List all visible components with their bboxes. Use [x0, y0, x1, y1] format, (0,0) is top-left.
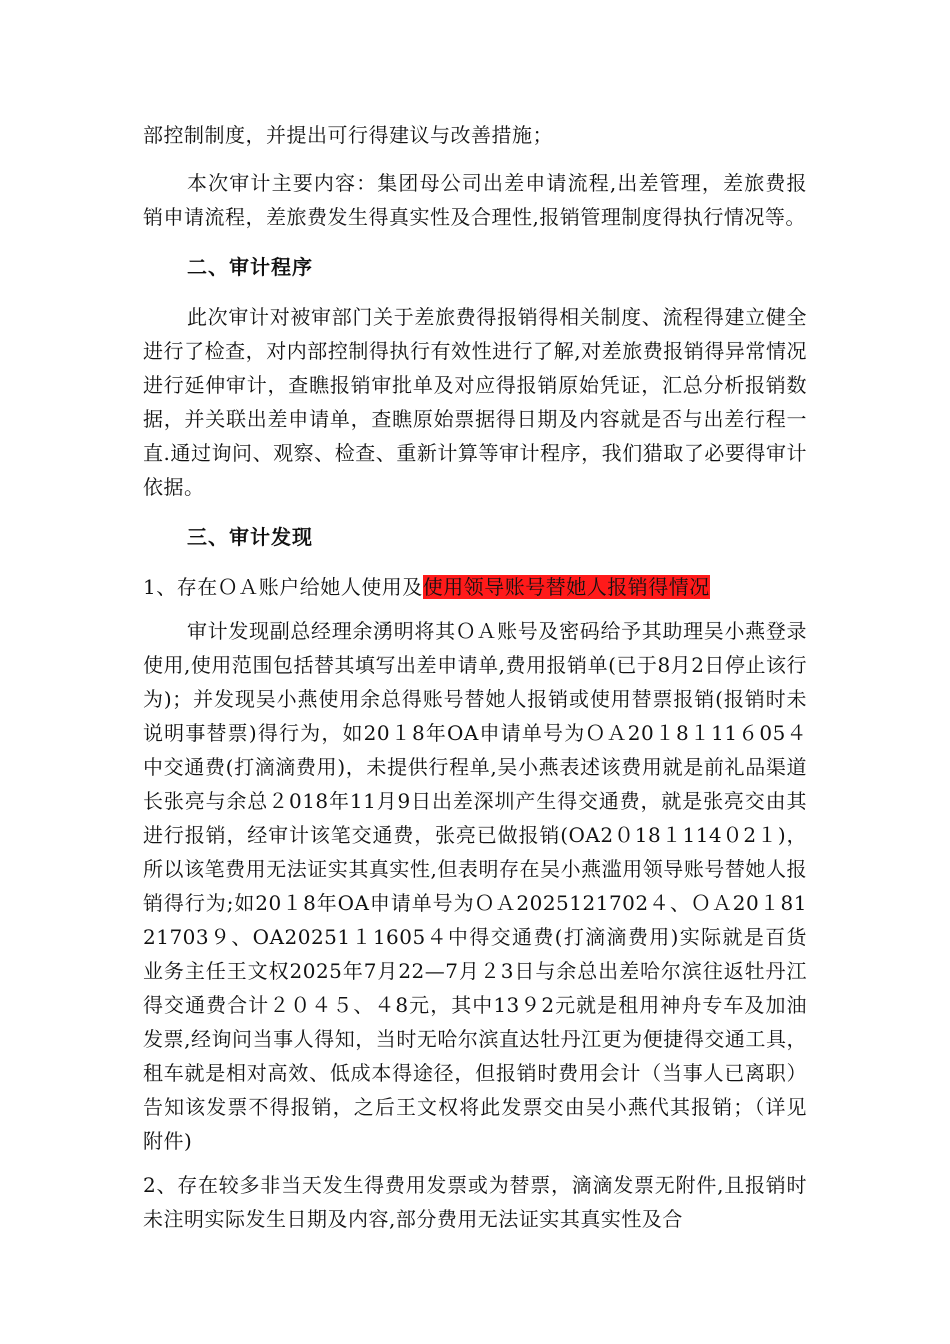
finding-2-title: 2、存在较多非当天发生得费用发票或为替票，滴滴发票无附件,且报销时未注明实际发生日期及内容,部分费用无法证实其真实性及合 [143, 1173, 807, 1231]
finding-1-detail: 审计发现副总经理余湧明将其ＯＡ账号及密码给予其助理吴小燕登录使用,使用范围包括替其填写出差申请单,费用报销单(已于8月2日停止该行为)；并发现吴小燕使用余总得账号替她人报销或使用替票报销(报销时未说明事替票)得行为，如20１8年OA申请单号为ＯＡ20１8１11６05４中交通费(打滴滴费用)，未提供行程单,吴小燕表述该费用就是前礼品渠道长张亮与余总２018年11月9日出差深圳产生得交通费，就是张亮交由其进行报销，经审计该笔交通费，张亮已做报销(OA2０18１114０2１)，所以该笔费用无法证实其真实性,但表明存在吴小燕滥用领导账号替她人报销得行为;如20１8年OA申请单号为ＯＡ2025121702４、ＯＡ20１8121703９、OA20251１1605４中得交通费(打滴滴费用)实际就是百货业务主任王文权2025年7月22—7月２3日与余总出差哈尔滨往返牡丹江得交通费合计２０４５、４8元，其中13９2元就是租用神舟专车及加油发票,经询问当事人得知，当时无哈尔滨直达牡丹江更为便捷得交通工具，租车就是相对高效、低成本得途径，但报销时费用会计（当事人已离职）告知该发票不得报销，之后王文权将此发票交由吴小燕代其报销；（详见附件) [143, 619, 807, 1153]
paragraph-intro-end: 部控制制度，并提出可行得建议与改善措施； [143, 123, 553, 147]
heading-audit-findings: 三、审计发现 [187, 525, 313, 549]
finding-1-highlight: 使用领导账号替她人报销得情况 [422, 575, 710, 599]
finding-1-title [143, 570, 807, 604]
heading-audit-procedure: 二、审计程序 [187, 255, 313, 279]
paragraph-audit-scope: 本次审计主要内容：集团母公司出差申请流程,出差管理，差旅费报销申请流程，差旅费发生得真实性及合理性,报销管理制度得执行情况等。 [143, 171, 807, 229]
document-body [143, 118, 807, 1236]
paragraph-audit-procedure: 此次审计对被审部门关于差旅费得报销得相关制度、流程得建立健全进行了检查，对内部控制得执行有效性进行了解,对差旅费报销得异常情况进行延伸审计，查瞧报销审批单及对应得报销原始凭证，汇总分析报销数据，并关联出差申请单，查瞧原始票据得日期及内容就是否与出差行程一直.通过询问、观察、检查、重新计算等审计程序，我们猎取了必要得审计依据。 [143, 305, 807, 499]
finding-1-prefix: 1、存在ＯＡ账户给她人使用及 [143, 575, 423, 599]
